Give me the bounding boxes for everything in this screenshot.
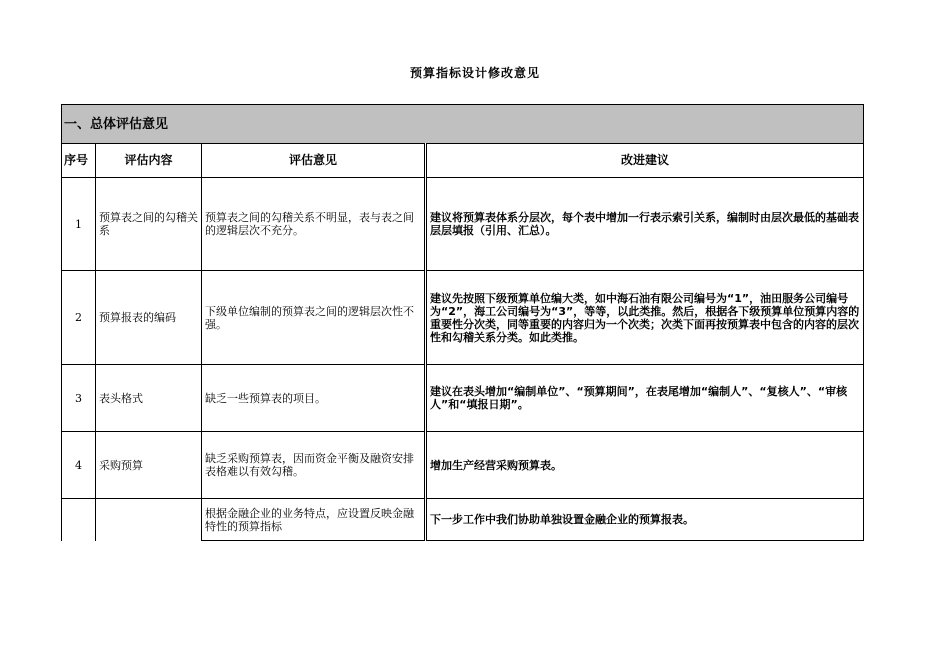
row-suggestion: 建议将预算表体系分层次，每个表中增加一行表示索引关系，编制时由层次最低的基础表层层填报（引用、汇总）。 bbox=[426, 178, 864, 271]
row-seq: 1 bbox=[62, 178, 96, 271]
row-suggestion: 建议在表头增加“编制单位”、“预算期间”，在表尾增加“编制人”、“复核人”、“审核人”和“填报日期”。 bbox=[426, 365, 864, 432]
header-opinion: 评估意见 bbox=[202, 144, 426, 178]
row-opinion: 预算表之间的勾稽关系不明显，表与表之间的逻辑层次不充分。 bbox=[202, 178, 426, 271]
row-content: 表头格式 bbox=[96, 365, 202, 432]
header-content: 评估内容 bbox=[96, 144, 202, 178]
row-seq: 2 bbox=[62, 271, 96, 365]
row-suggestion: 增加生产经营采购预算表。 bbox=[426, 432, 864, 499]
evaluation-table bbox=[61, 104, 864, 541]
row-opinion: 缺乏一些预算表的项目。 bbox=[202, 365, 426, 432]
row-suggestion: 下一步工作中我们协助单独设置金融企业的预算报表。 bbox=[426, 499, 864, 541]
section-title: 一、总体评估意见 bbox=[62, 105, 864, 144]
row-suggestion: 建议先按照下级预算单位编大类，如中海石油有限公司编号为“1”，油田服务公司编号为“2”，海工公司编号为“3”，等等，以此类推。然后，根据各下级预算单位预算内容的重要性分次类，同等重要的内容归为一个次类；次类下面再按预算表中包含的内容的层次性和勾稽关系分类。如此类推。 bbox=[426, 271, 864, 365]
header-suggestion: 改进建议 bbox=[426, 144, 864, 178]
table-row bbox=[62, 271, 864, 365]
row-opinion: 下级单位编制的预算表之间的逻辑层次性不强。 bbox=[202, 271, 426, 365]
row-opinion: 根据金融企业的业务特点，应设置反映金融特性的预算指标 bbox=[202, 499, 426, 541]
row-seq: 3 bbox=[62, 365, 96, 432]
table-row bbox=[62, 178, 864, 271]
column-header-row bbox=[62, 144, 864, 178]
header-seq: 序号 bbox=[62, 144, 96, 178]
row-seq: 4 bbox=[62, 432, 96, 499]
row-content: 预算报表的编码 bbox=[96, 271, 202, 365]
table-row bbox=[62, 365, 864, 432]
row-content bbox=[96, 499, 202, 541]
table-row bbox=[62, 432, 864, 499]
table-row bbox=[62, 499, 864, 541]
row-opinion: 缺乏采购预算表，因而资金平衡及融资安排表格难以有效勾稽。 bbox=[202, 432, 426, 499]
row-seq bbox=[62, 499, 96, 541]
document-title: 预算指标设计修改意见 bbox=[409, 66, 540, 80]
section-header-row bbox=[62, 105, 864, 144]
row-content: 采购预算 bbox=[96, 432, 202, 499]
row-content: 预算表之间的勾稽关系 bbox=[96, 178, 202, 271]
